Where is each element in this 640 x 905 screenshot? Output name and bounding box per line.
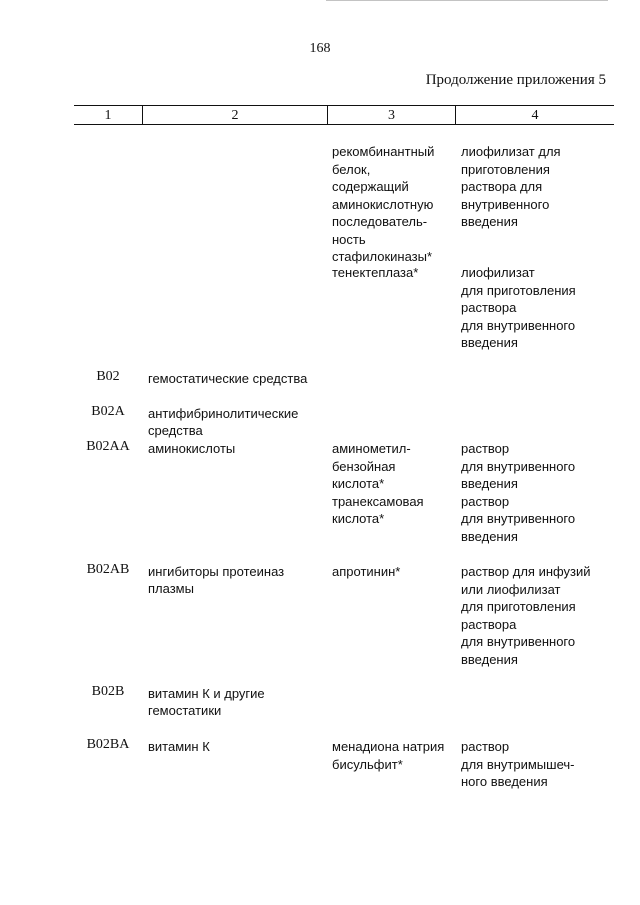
- table-row-form: раствор для внутримышеч- ного введения: [461, 739, 575, 789]
- table-row-drug: рекомбинантный белок, содержащий аминокислотную последователь- ность стафилокиназы*: [332, 144, 435, 264]
- table-row-form: лиофилизат для приготовления раствора для внутривенного введения: [461, 265, 576, 350]
- table-row-name: гемостатические средства: [148, 371, 308, 386]
- table-row-drug: аминометил- бензойная кислота* транексамовая кислота*: [332, 441, 424, 526]
- table-row-name: ингибиторы протеиназ плазмы: [148, 564, 285, 596]
- scan-artifact-line: [326, 0, 608, 1]
- table-row-code: B02AA: [86, 439, 130, 454]
- table-row-code: B02: [96, 369, 120, 384]
- table-header-col-2: 2: [231, 108, 239, 123]
- table-row-code: B02AB: [86, 562, 130, 577]
- table-header-col-4: 4: [531, 108, 539, 123]
- table-row-name: антифибринолитические средства: [148, 406, 299, 438]
- table-row-drug: апротинин*: [332, 564, 401, 579]
- table-row-drug: менадиона натрия бисульфит*: [332, 739, 445, 772]
- table-row-name: витамин К и другие гемостатики: [148, 686, 265, 718]
- table-row-drug: тенектеплаза*: [332, 265, 419, 280]
- table-row-name: витамин К: [148, 739, 210, 754]
- table-row-code: B02B: [91, 684, 125, 699]
- table-row-form: раствор для инфузий или лиофилизат для приготовления раствора для внутривенного введения: [461, 564, 591, 667]
- table-header-col-3: 3: [388, 108, 395, 123]
- page-number: 168: [309, 41, 331, 56]
- table-row-form: раствор для внутривенного введения раствор для внутривенного введения: [461, 441, 576, 544]
- table-row-name: аминокислоты: [148, 441, 236, 456]
- table-row-code: B02BA: [86, 737, 130, 752]
- table-row-form: лиофилизат для приготовления раствора для внутривенного введения: [461, 144, 561, 229]
- appendix-continuation-note: Продолжение приложения 5: [425, 72, 606, 88]
- table-header-col-1: 1: [104, 108, 112, 123]
- table-row-code: B02A: [91, 404, 125, 419]
